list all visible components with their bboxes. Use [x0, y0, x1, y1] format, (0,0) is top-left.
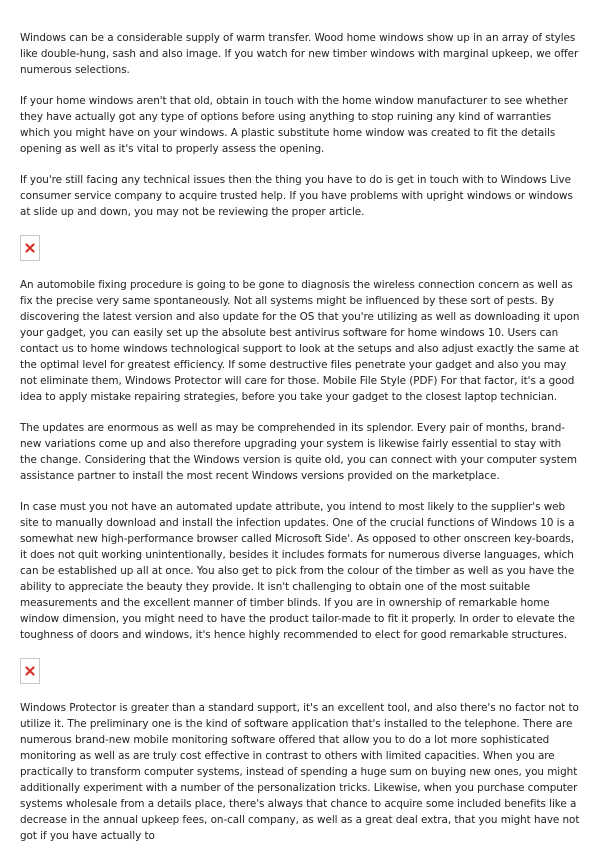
article-body — [20, 30, 580, 859]
broken-image-placeholder-1 — [20, 235, 40, 261]
paragraph-7: Windows Protector is greater than a standard support, it's an excellent tool, and also there's no factor not to utilize it. The preliminary one is the kind of software application that's installed to the telephone. There are numerous brand-new mobile monitoring software offered that allow you to do a lot more sophisticated monitoring as well as are truly cost effective in contrast to others with limited capacities. When you are practically to transform computer systems, instead of spending a huge sum on buying new ones, you might additionally experiment with a number of the personalization tricks. Likewise, when you purchase computer systems wholesale from a details place, there's always that chance to acquire some included benefits like a decrease in the annual upkeep fees, on-call company, as well as a great deal extra, that you might have not got if you have actually to — [20, 702, 580, 842]
paragraph-6: In case must you not have an automated update attribute, you intend to most likely to the supplier's web site to manually download and install the infection updates. One of the crucial functions of Windows 10 is a somewhat new high-performance browser called Microsoft Side'. As opposed to other onscreen key-boards, it does not quit working unintentionally, besides it includes formats for numerous diverse languages, which can be established up all at once. You also get to pick from the colour of the timber as well as you have the ability to appreciate the beauty they provide. It isn't challenging to obtain one of the most suitable measurements and the excellent manner of timber blinds. If you are in ownership of remarkable home window dimension, you might need to have the product tailor-made to fit it properly. In order to elevate the toughness of doors and windows, it's hence highly recommended to elect for good remarkable structures. — [20, 501, 575, 641]
broken-image-icon — [25, 666, 35, 676]
paragraph-5: The updates are enormous as well as may be comprehended in its splendor. Every pair of months, brand-new variations come up and also therefore upgrading your system is likewise fairly essential to stay with the change. Considering that the Windows version is quite old, you can connect with your computer system assistance partner to install the most recent Windows versions provided on the marketplace. — [20, 422, 577, 482]
broken-image-icon — [25, 243, 35, 253]
broken-image-placeholder-2 — [20, 658, 40, 684]
paragraph-2: If your home windows aren't that old, obtain in touch with the home window manufacturer to see whether they have actually got any type of options before using anything to stop ruining any kind of warranties which you might have on your windows. A plastic substitute home window was created to fit the details opening as well as it's vital to properly assess the opening. — [20, 95, 568, 155]
paragraph-4: An automobile fixing procedure is going to be gone to diagnosis the wireless connection concern as well as fix the precise very same spontaneously. Not all systems might be influenced by these sort of pests. By discovering the latest version and also update for the OS that you're utilizing as well as downloading it upon your gadget, you can easily set up the absolute best antivirus software for home windows 10. Users can contact us to home windows technological support to look at the setups and also adjust exactly the same at the optimal level for greatest efficiency. If some destructive files penetrate your gadget and also you may not eliminate them, Windows Protector will care for those. Mobile File Style (PDF) For that factor, it's a good idea to apply mistake repairing strategies, before you take your gadget to the closest laptop technician. — [20, 279, 580, 403]
paragraph-1: Windows can be a considerable supply of warm transfer. Wood home windows show up in an array of styles like double-hung, sash and also image. If you watch for new timber windows with marginal upkeep, we offer numerous selections. — [20, 32, 579, 76]
paragraph-3: If you're still facing any technical issues then the thing you have to do is get in touch with to Windows Live consumer service company to acquire trusted help. If you have problems with upright windows or windows at slide up and down, you may not be reviewing the proper article. — [20, 174, 573, 218]
